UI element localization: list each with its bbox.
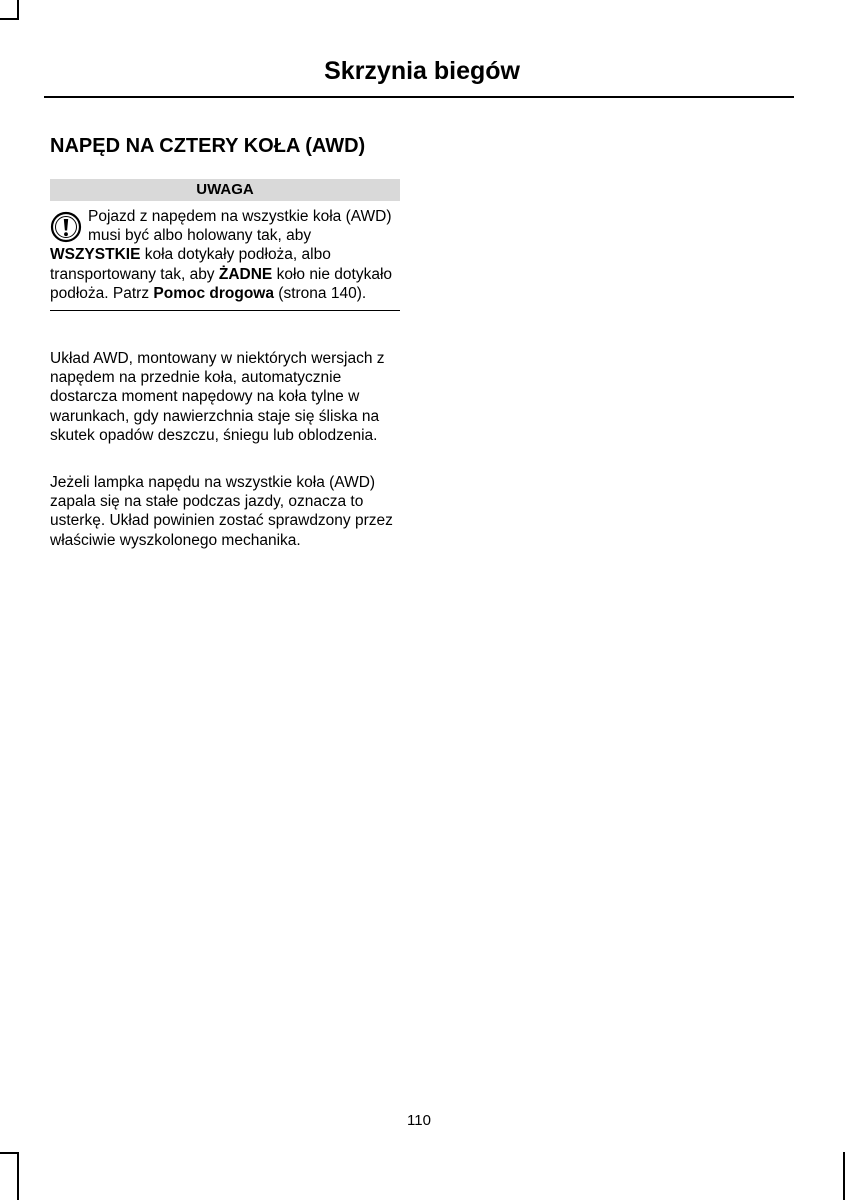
- page-number: 110: [407, 1112, 431, 1129]
- section-title: NAPĘD NA CZTERY KOŁA (AWD): [50, 135, 366, 157]
- crop-mark-top-left-horizontal: [0, 18, 19, 20]
- warning-box: [50, 179, 400, 311]
- header-rule: [44, 96, 794, 98]
- warning-text-part-2: koła dotykały podłoża, albo transportowany tak, aby: [50, 246, 331, 283]
- warning-bold-all: WSZYSTKIE: [50, 246, 141, 264]
- warning-reference-road-assistance: Pomoc drogowa: [153, 284, 274, 302]
- exclamation-circle-icon: [50, 211, 82, 243]
- chapter-title: Skrzynia biegów: [324, 57, 520, 85]
- warning-text-part-4: (strona 140).: [273, 284, 367, 302]
- warning-bottom-rule: [50, 310, 400, 311]
- crop-mark-bottom-left-horizontal: [0, 1152, 19, 1154]
- crop-mark-bottom-right-vertical: [843, 1152, 845, 1200]
- body-paragraph-1: Układ AWD, montowany w niektórych wersjach z napędem na przednie koła, automatycznie dostarcza moment napędowy na koła tylne w warunkach, gdy nawierzchnia staje się śliska na skutek opadów deszczu, śniegu lub oblodzenia.: [50, 350, 385, 444]
- crop-mark-bottom-left-vertical: [17, 1152, 19, 1200]
- warning-label: UWAGA: [50, 179, 400, 201]
- warning-text-part-1: Pojazd z napędem na wszystkie koła (AWD) musi być albo holowany tak, aby: [88, 208, 392, 245]
- warning-bold-none: ŻADNE: [218, 265, 273, 283]
- warning-text-part-3: koło nie dotykało podłoża. Patrz: [50, 265, 393, 302]
- crop-mark-top-left-vertical: [17, 0, 19, 20]
- body-paragraph-2: Jeżeli lampka napędu na wszystkie koła (AWD) zapala się na stałe podczas jazdy, oznacza to usterkę. Układ powinien zostać sprawdzony przez właściwie wyszkolonego mechanika.: [50, 474, 393, 549]
- warning-text: [50, 207, 400, 303]
